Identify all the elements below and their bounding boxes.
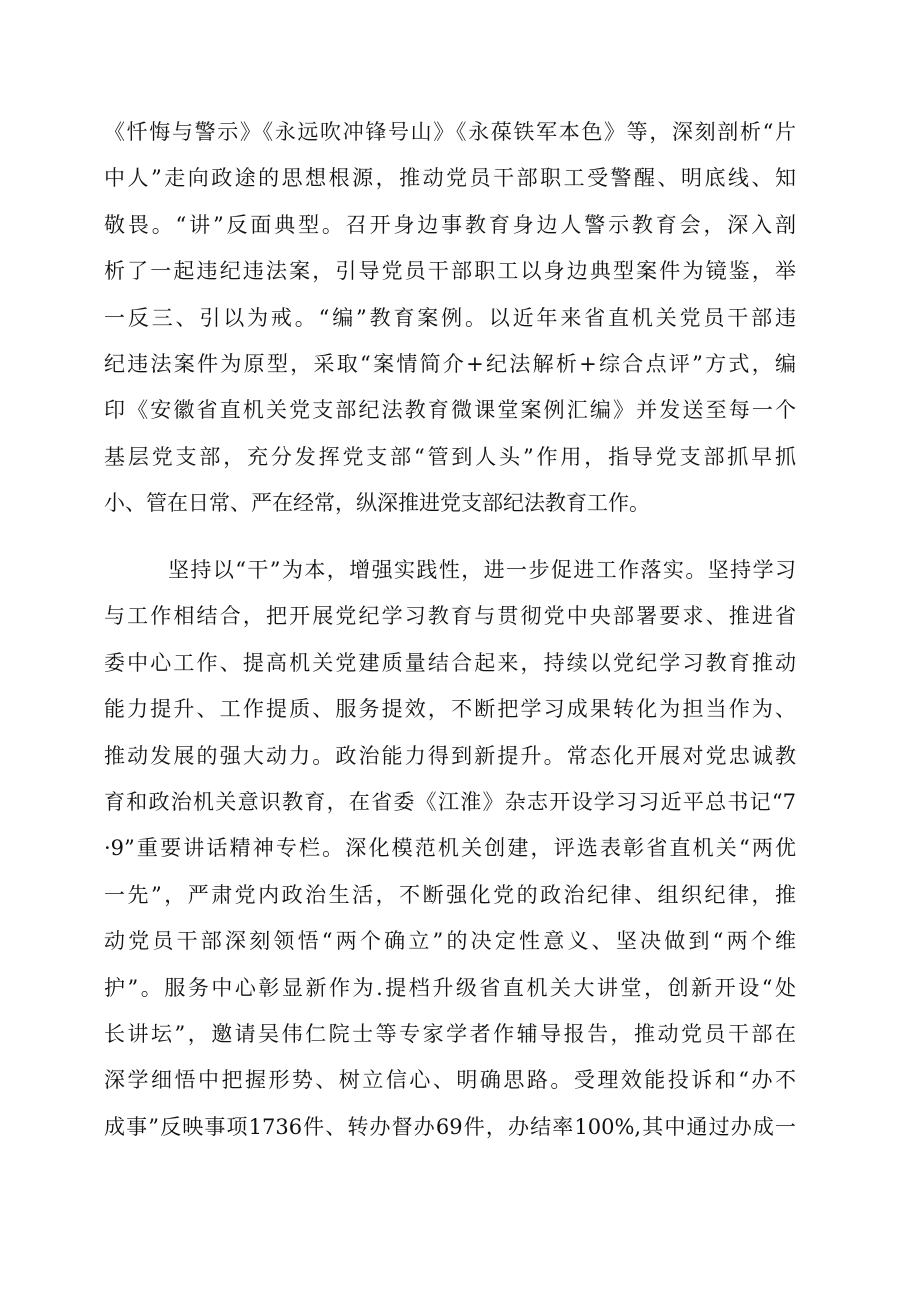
text-line: ·9”重要讲话精神专栏。深化模范机关创建，评选表彰省直机关“两优: [104, 836, 796, 861]
text-line: 能力提升、工作提质、服务提效，不断把学习成果转化为担当作为、: [104, 697, 796, 722]
text-line: 坚持以“干”为本，增强实践性，进一步促进工作落实。坚持学习: [168, 558, 796, 582]
text-line: 长讲坛”，邀请吴伟仁院士等专家学者作辅导报告，推动党员干部在: [104, 1021, 796, 1046]
text-line: 析了一起违纪违法案，引导党员干部职工以身边典型案件为镜鉴，举: [104, 259, 796, 284]
text-line: 成事”反映事项1736件、转办督办69件，办结率100%,其中通过办成一: [104, 1114, 796, 1139]
text-line: 中人”走向政途的思想根源，推动党员干部职工受警醒、明底线、知: [104, 166, 796, 191]
text-line: 深学细悟中把握形势、树立信心、明确思路。受理效能投诉和“办不: [104, 1068, 796, 1093]
text-line: 纪违法案件为原型，采取“案情简介+纪法解析+综合点评”方式，编: [104, 351, 796, 376]
text-line: 动党员干部深刻领悟“两个确立”的决定性意义、坚决做到“两个维: [104, 929, 796, 954]
text-line: 基层党支部，充分发挥党支部“管到人头”作用，指导党支部抓早抓: [104, 444, 796, 469]
text-line: 一先”，严肃党内政治生活，不断强化党的政治纪律、组织纪律，推: [104, 882, 796, 907]
text-line: 小、管在日常、严在经常，纵深推进党支部纪法教育工作。: [104, 491, 650, 516]
paragraph-2: [104, 547, 796, 1150]
text-line: 与工作相结合，把开展党纪学习教育与贯彻党中央部署要求、推进省: [104, 604, 796, 629]
text-line: 敬畏。“讲”反面典型。召开身边事教育身边人警示教育会，深入剖: [104, 212, 796, 237]
text-line: 一反三、引以为戒。“编”教育案例。以近年来省直机关党员干部违: [104, 305, 796, 330]
text-line: 推动发展的强大动力。政治能力得到新提升。常态化开展对党忠诚教: [104, 743, 796, 768]
text-line: 护”。服务中心彰显新作为.提档升级省直机关大讲堂，创新开设“处: [104, 975, 796, 1000]
paragraph-1: [104, 109, 796, 527]
text-line: 委中心工作、提高机关党建质量结合起来，持续以党纪学习教育推动: [104, 650, 796, 675]
text-line: 《忏悔与警示》《永远吹冲锋号山》《永葆铁军本色》等，深刻剖析“片: [104, 120, 796, 144]
text-line: 印《安徽省直机关党支部纪法教育微课堂案例汇编》并发送至每一个: [104, 398, 796, 423]
text-line: 育和政治机关意识教育，在省委《江淮》杂志开设学习习近平总书记“7: [104, 789, 796, 814]
